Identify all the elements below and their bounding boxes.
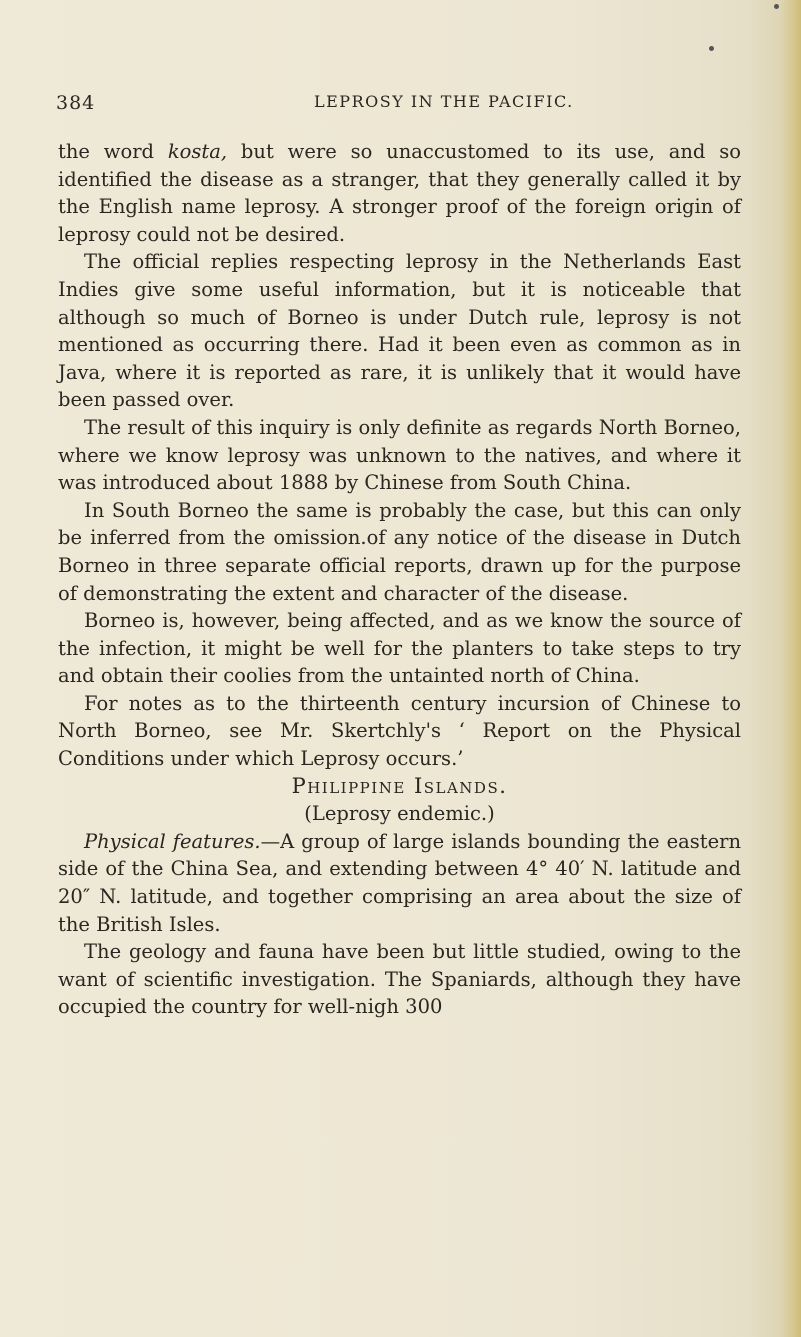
paragraph-text: the word (58, 140, 168, 163)
paragraph-continuation (58, 138, 741, 248)
paragraph-netherlands-indies: The official replies respecting leprosy in the Netherlands East Indies give some useful information, but it is noticeable that although so much of Borneo is under Dutch rule, leprosy is not mentioned as occurring there. Had it been even as common as in Java, where it is reported as rare, it is unlikely that it would have been passed over. (58, 250, 741, 412)
page-edge-shading (781, 0, 801, 1337)
section-subtitle: (Leprosy endemic.) (304, 802, 495, 826)
body-text (58, 138, 741, 1021)
section-title: Philippine Islands. (291, 773, 508, 798)
paragraph-planters: Borneo is, however, being affected, and as we know the source of the infection, it might be well for the planters to take steps to try and obtain their coolies from the untainted north of China. (58, 609, 741, 688)
paragraph-geology: The geology and fauna have been but little studied, owing to the want of scientific investigation. The Spaniards, although they have occupied the country for well-nigh 300 (58, 940, 741, 1019)
paragraph-skertchly-note: For notes as to the thirteenth century incursion of Chinese to North Borneo, see Mr. Skertchly's ‘ Report on the Physical Conditions under which Leprosy occurs.’ (58, 691, 741, 771)
page-header (56, 92, 756, 116)
running-head: LEPROSY IN THE PACIFIC. (314, 92, 574, 111)
native-term: kosta, (167, 140, 228, 163)
paragraph-physical-features (58, 828, 741, 938)
ink-speck (774, 4, 779, 9)
paragraph-text: but were so unaccustomed to its use, and so identified the disease as a stranger, that they generally called it by the English name leprosy. A stronger proof of the foreign origin of leprosy could not be desired. (58, 140, 741, 246)
ink-speck (709, 46, 714, 51)
page-number: 384 (56, 92, 96, 114)
paragraph-text: —A group of large islands bounding the eastern side of the China Sea, and extending between 4° 40′ N. latitude and 20″ N. latitude, and together comprising an area about the size of the British Isles. (58, 829, 741, 936)
paragraph-north-borneo: The result of this inquiry is only definite as regards North Borneo, where we know leprosy was unknown to the natives, and where it was introduced about 1888 by Chinese from South China. (58, 415, 741, 495)
paragraph-south-borneo: In South Borneo the same is probably the case, but this can only be inferred from the omission.of any notice of the disease in Dutch Borneo in three separate official reports, drawn up for the purpose of demonstrating the extent and character of the disease. (58, 498, 741, 605)
paragraph-heading: Physical features. (84, 829, 261, 853)
